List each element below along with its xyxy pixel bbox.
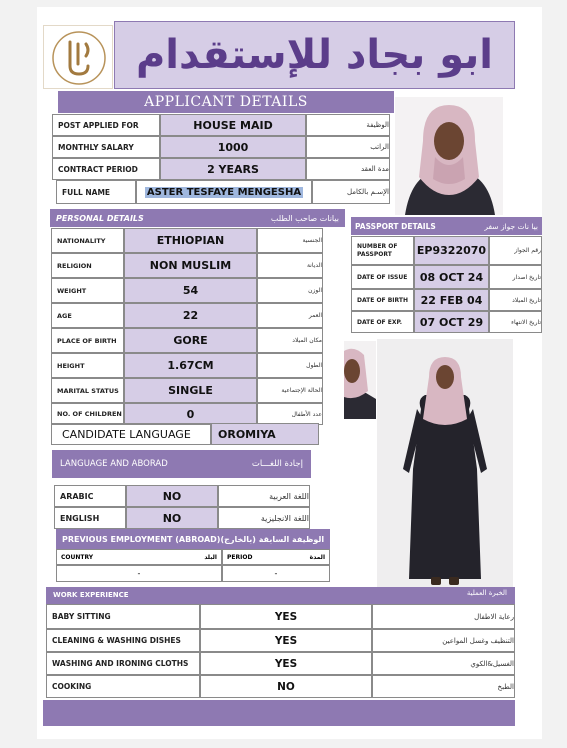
english-value: NO (126, 507, 218, 529)
languages-title-ar: إجادة اللغـــات (251, 459, 303, 469)
agency-title-banner (114, 21, 515, 89)
passport-title-ar: بيا نات جواز سفر (484, 221, 538, 231)
cleaning-label: CLEANING & WASHING DISHES (46, 629, 200, 652)
passport-title: PASSPORT DETAILS (355, 221, 436, 231)
birthplace-label-ar: مكان الميلاد (257, 328, 323, 353)
washing-label-ar: الغسيل&الكوي (372, 652, 515, 675)
birthplace-label: PLACE OF BIRTH (51, 328, 124, 353)
age-label: AGE (51, 303, 124, 328)
footer-bar (43, 700, 515, 726)
weight-label-ar: الوزن (257, 278, 323, 303)
agency-logo-icon (43, 25, 113, 89)
country-header-cell (56, 549, 222, 565)
marital-value: SINGLE (124, 378, 257, 403)
washing-value: YES (200, 652, 372, 675)
children-label: NO. OF CHILDREN (51, 403, 124, 425)
passport-number-label (351, 236, 414, 265)
work-title: WORK EXPERIENCE (53, 591, 129, 599)
religion-label: RELIGION (51, 253, 124, 278)
issue-date-label: DATE OF ISSUE (351, 265, 414, 289)
cooking-label: COOKING (46, 675, 200, 698)
weight-label: WEIGHT (51, 278, 124, 303)
height-value: 1.67CM (124, 353, 257, 378)
issue-date-value: 08 OCT 24 (414, 265, 489, 289)
salary-value: 1000 (160, 136, 306, 158)
fullname-label: FULL NAME (56, 180, 136, 204)
babysitting-label: BABY SITTING (46, 604, 200, 629)
candidate-language-label: CANDIDATE LANGUAGE (51, 423, 211, 445)
passport-number-label-text: NUMBER OF PASSPORT (357, 242, 398, 258)
personal-title-ar: بيانات صاحب الطلب (270, 213, 339, 223)
previous-employment-header (56, 529, 330, 549)
expiry-date-value: 07 OCT 29 (414, 311, 489, 333)
height-label-ar: الطول (257, 353, 323, 378)
period-label-ar: المدة (309, 553, 325, 561)
contract-value: 2 YEARS (160, 158, 306, 180)
expiry-date-label: DATE OF EXP. (351, 311, 414, 333)
cleaning-value: YES (200, 629, 372, 652)
washing-label: WASHING AND IRONING CLOTHS (46, 652, 200, 675)
age-value: 22 (124, 303, 257, 328)
full-body-photo (377, 339, 513, 589)
birthplace-value: GORE (124, 328, 257, 353)
english-label: ENGLISH (54, 507, 126, 529)
contract-label-ar: مدة العقد (306, 158, 390, 180)
portrait-photo (395, 97, 503, 215)
passport-number-value: EP9322070 (414, 236, 489, 265)
salary-label: MONTHLY SALARY (52, 136, 160, 158)
expiry-date-label-ar: تاريخ الانتهاء (489, 311, 542, 333)
applicant-details-header (58, 91, 394, 113)
birth-date-label: DATE OF BIRTH (351, 289, 414, 311)
personal-details-header (50, 209, 345, 227)
fullname-value-cell (136, 180, 312, 204)
period-label: PERIOD (227, 553, 253, 561)
post-label-ar: الوظيفة (306, 114, 390, 136)
work-experience-header (46, 587, 515, 604)
issue-date-label-ar: تاريخ اصدار (489, 265, 542, 289)
cooking-label-ar: الطبخ (372, 675, 515, 698)
babysitting-label-ar: رعاية الاطفال (372, 604, 515, 629)
country-label-ar: البلد (204, 553, 217, 561)
candidate-language-value: OROMIYA (211, 423, 319, 445)
nationality-value: ETHIOPIAN (124, 228, 257, 253)
children-label-ar: عدد الأطفال (257, 403, 323, 425)
languages-header (52, 450, 311, 478)
cleaning-label-ar: التنظيف وغسل المواعين (372, 629, 515, 652)
section-title: APPLICANT DETAILS (144, 94, 308, 110)
side-portrait-photo (344, 341, 376, 419)
arabic-label-ar: اللغة العربية (218, 485, 310, 507)
birth-date-value: 22 FEB 04 (414, 289, 489, 311)
salary-label-ar: الراتب (306, 136, 390, 158)
agency-title: ابو بجاد للإستقدام (135, 32, 494, 78)
nationality-label: NATIONALITY (51, 228, 124, 253)
marital-label: MARITAL STATUS (51, 378, 124, 403)
previous-title: PREVIOUS EMPLOYMENT (ABROAD)(الوظيفة السابقة (بالخارج (62, 534, 325, 544)
passport-number-label-ar: رقم الجواز (489, 236, 542, 265)
religion-value: NON MUSLIM (124, 253, 257, 278)
cooking-value: NO (200, 675, 372, 698)
arabic-label: ARABIC (54, 485, 126, 507)
babysitting-value: YES (200, 604, 372, 629)
country-label: COUNTRY (61, 553, 94, 561)
languages-title: LANGUAGE AND ABORAD (60, 459, 168, 469)
application-sheet (37, 7, 542, 739)
post-label: POST APPLIED FOR (52, 114, 160, 136)
height-label: HEIGHT (51, 353, 124, 378)
period-header-cell (222, 549, 330, 565)
personal-title: PERSONAL DETAILS (56, 213, 144, 223)
work-title-ar: الخبرة العملية (466, 589, 507, 597)
period-value: - (222, 565, 330, 582)
weight-value: 54 (124, 278, 257, 303)
religion-label-ar: الديانة (257, 253, 323, 278)
birth-date-label-ar: تاريخ الميلاد (489, 289, 542, 311)
arabic-value: NO (126, 485, 218, 507)
fullname-value: ASTER TESFAYE MENGESHA (146, 186, 302, 198)
age-label-ar: العمر (257, 303, 323, 328)
nationality-label-ar: الجنسية (257, 228, 323, 253)
passport-details-header (351, 217, 542, 235)
marital-label-ar: الحالة الإجتماعية (257, 378, 323, 403)
children-value: 0 (124, 403, 257, 425)
fullname-label-ar: الإسـم بالكامل (312, 180, 390, 204)
contract-label: CONTRACT PERIOD (52, 158, 160, 180)
english-label-ar: اللغة الانجليزية (218, 507, 310, 529)
country-value: - (56, 565, 222, 582)
post-value: HOUSE MAID (160, 114, 306, 136)
